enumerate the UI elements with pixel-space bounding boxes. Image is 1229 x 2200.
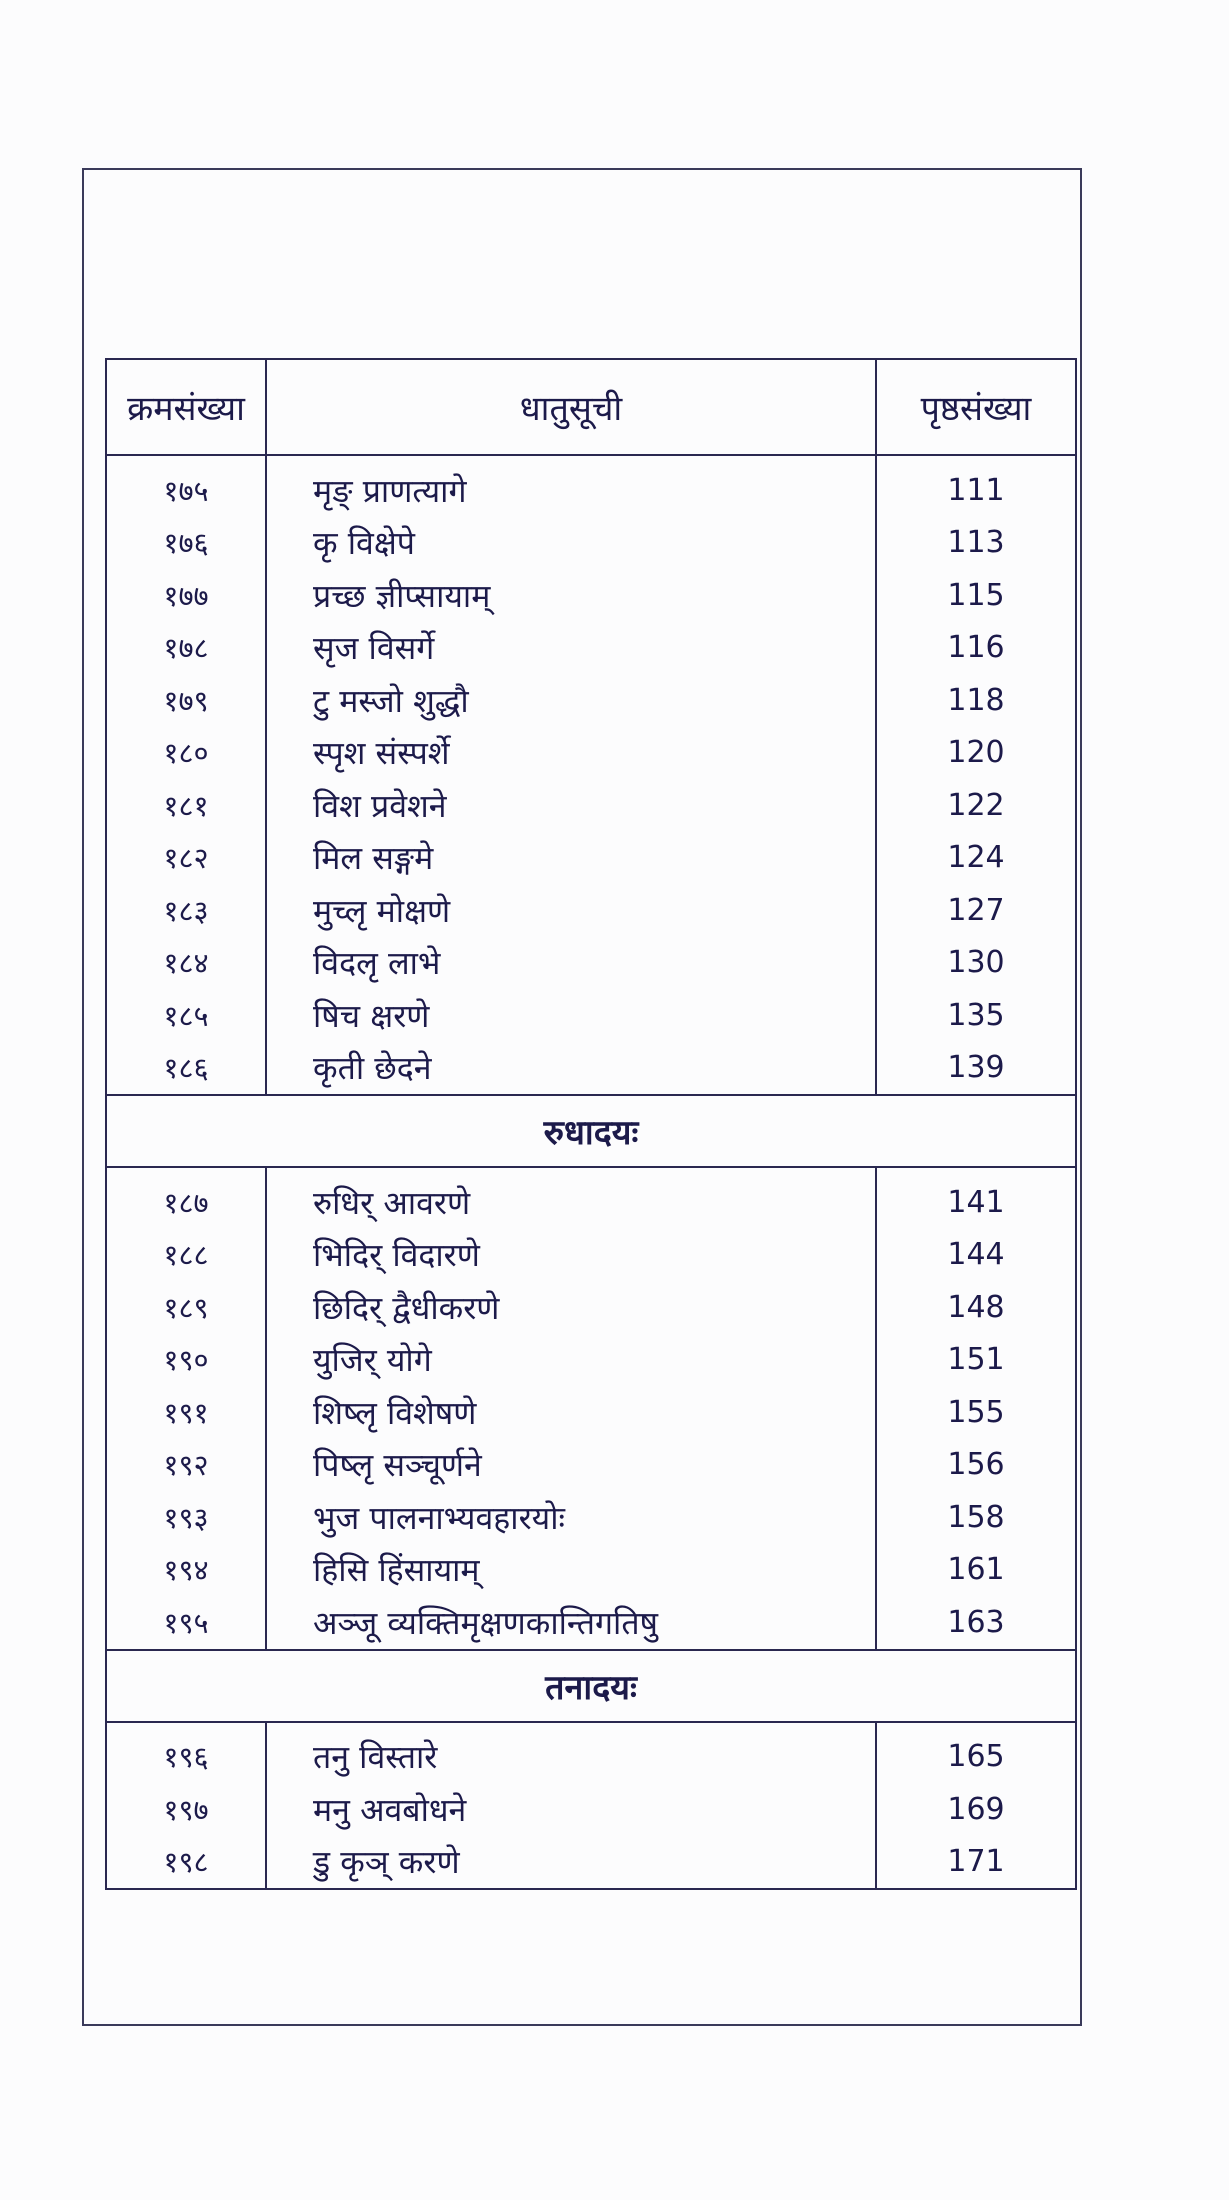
table-row <box>106 1167 1076 1229</box>
table-row <box>106 517 1076 570</box>
header-page-number: पृष्ठसंख्या <box>876 359 1076 455</box>
table-row <box>106 1042 1076 1096</box>
serial-number-cell: १८७ <box>106 1167 266 1229</box>
page-number-cell: 111 <box>876 455 1076 517</box>
page-number-cell: 148 <box>876 1281 1076 1334</box>
root-name-cell: मृङ् प्राणत्यागे <box>266 455 876 517</box>
serial-number-cell: १८४ <box>106 937 266 990</box>
table-row <box>106 779 1076 832</box>
page-number-cell: 169 <box>876 1783 1076 1836</box>
page-number-cell: 116 <box>876 622 1076 675</box>
page-number-cell: 115 <box>876 569 1076 622</box>
page-number-cell: 151 <box>876 1334 1076 1387</box>
page-number-cell: 171 <box>876 1836 1076 1890</box>
section-heading: तनादयः <box>106 1650 1076 1722</box>
root-name-cell: प्रच्छ ज्ञीप्सायाम् <box>266 569 876 622</box>
root-name-cell: छिदिर् द्वैधीकरणे <box>266 1281 876 1334</box>
header-serial-number: क्रमसंख्या <box>106 359 266 455</box>
section-heading-row <box>106 1095 1076 1167</box>
root-name-cell: कृती छेदने <box>266 1042 876 1096</box>
table-row <box>106 832 1076 885</box>
serial-number-cell: १९० <box>106 1334 266 1387</box>
page-number-cell: 141 <box>876 1167 1076 1229</box>
serial-number-cell: १८८ <box>106 1229 266 1282</box>
table-row <box>106 1491 1076 1544</box>
root-name-cell: टु मस्जो शुद्धौ <box>266 674 876 727</box>
table-row <box>106 455 1076 517</box>
page-number-cell: 155 <box>876 1386 1076 1439</box>
table-row <box>106 1386 1076 1439</box>
page-number-cell: 113 <box>876 517 1076 570</box>
serial-number-cell: १९५ <box>106 1596 266 1650</box>
page-number-cell: 158 <box>876 1491 1076 1544</box>
root-name-cell: मुच्लृ मोक्षणे <box>266 884 876 937</box>
root-name-cell: मनु अवबोधने <box>266 1783 876 1836</box>
serial-number-cell: १७६ <box>106 517 266 570</box>
page-number-cell: 130 <box>876 937 1076 990</box>
table-row <box>106 1544 1076 1597</box>
dhatu-index-table <box>105 358 1077 1890</box>
page-number-cell: 161 <box>876 1544 1076 1597</box>
serial-number-cell: १९८ <box>106 1836 266 1890</box>
serial-number-cell: १८३ <box>106 884 266 937</box>
root-name-cell: भिदिर् विदारणे <box>266 1229 876 1282</box>
root-name-cell: मिल सङ्गमे <box>266 832 876 885</box>
root-name-cell: स्पृश संस्पर्शे <box>266 727 876 780</box>
serial-number-cell: १९७ <box>106 1783 266 1836</box>
table-row <box>106 1229 1076 1282</box>
page-number-cell: 122 <box>876 779 1076 832</box>
root-name-cell: विदलृ लाभे <box>266 937 876 990</box>
serial-number-cell: १८० <box>106 727 266 780</box>
root-name-cell: सृज विसर्गे <box>266 622 876 675</box>
root-name-cell: रुधिर् आवरणे <box>266 1167 876 1229</box>
page-number-cell: 165 <box>876 1722 1076 1784</box>
table-row <box>106 569 1076 622</box>
root-name-cell: डु कृञ् करणे <box>266 1836 876 1890</box>
page-number-cell: 139 <box>876 1042 1076 1096</box>
table-row <box>106 727 1076 780</box>
root-name-cell: विश प्रवेशने <box>266 779 876 832</box>
page-number-cell: 156 <box>876 1439 1076 1492</box>
page-number-cell: 118 <box>876 674 1076 727</box>
serial-number-cell: १७८ <box>106 622 266 675</box>
serial-number-cell: १९२ <box>106 1439 266 1492</box>
table-row <box>106 1596 1076 1650</box>
serial-number-cell: १९१ <box>106 1386 266 1439</box>
table-row <box>106 1439 1076 1492</box>
table-row <box>106 1722 1076 1784</box>
table-row <box>106 1334 1076 1387</box>
table-header-row <box>106 359 1076 455</box>
serial-number-cell: १९४ <box>106 1544 266 1597</box>
root-name-cell: अञ्जू व्यक्तिमृक्षणकान्तिगतिषु <box>266 1596 876 1650</box>
table-row <box>106 937 1076 990</box>
root-name-cell: तनु विस्तारे <box>266 1722 876 1784</box>
page-number-cell: 135 <box>876 989 1076 1042</box>
table-row <box>106 674 1076 727</box>
root-name-cell: कृ विक्षेपे <box>266 517 876 570</box>
page-number-cell: 124 <box>876 832 1076 885</box>
root-name-cell: पिष्लृ सञ्चूर्णने <box>266 1439 876 1492</box>
page-number-cell: 127 <box>876 884 1076 937</box>
serial-number-cell: १९६ <box>106 1722 266 1784</box>
serial-number-cell: १८१ <box>106 779 266 832</box>
table-row <box>106 1783 1076 1836</box>
root-name-cell: शिष्लृ विशेषणे <box>266 1386 876 1439</box>
serial-number-cell: १८९ <box>106 1281 266 1334</box>
serial-number-cell: १७५ <box>106 455 266 517</box>
root-name-cell: भुज पालनाभ्यवहारयोः <box>266 1491 876 1544</box>
serial-number-cell: १८५ <box>106 989 266 1042</box>
table-row <box>106 622 1076 675</box>
section-heading: रुधादयः <box>106 1095 1076 1167</box>
serial-number-cell: १७७ <box>106 569 266 622</box>
table-body <box>106 455 1076 1889</box>
serial-number-cell: १८२ <box>106 832 266 885</box>
page-number-cell: 144 <box>876 1229 1076 1282</box>
table-row <box>106 989 1076 1042</box>
table-row <box>106 1836 1076 1890</box>
table-row <box>106 884 1076 937</box>
serial-number-cell: १७९ <box>106 674 266 727</box>
serial-number-cell: १९३ <box>106 1491 266 1544</box>
root-name-cell: हिसि हिंसायाम् <box>266 1544 876 1597</box>
page-number-cell: 163 <box>876 1596 1076 1650</box>
page-number-cell: 120 <box>876 727 1076 780</box>
table-row <box>106 1281 1076 1334</box>
root-name-cell: युजिर् योगे <box>266 1334 876 1387</box>
serial-number-cell: १८६ <box>106 1042 266 1096</box>
header-root-list: धातुसूची <box>266 359 876 455</box>
section-heading-row <box>106 1650 1076 1722</box>
root-name-cell: षिच क्षरणे <box>266 989 876 1042</box>
